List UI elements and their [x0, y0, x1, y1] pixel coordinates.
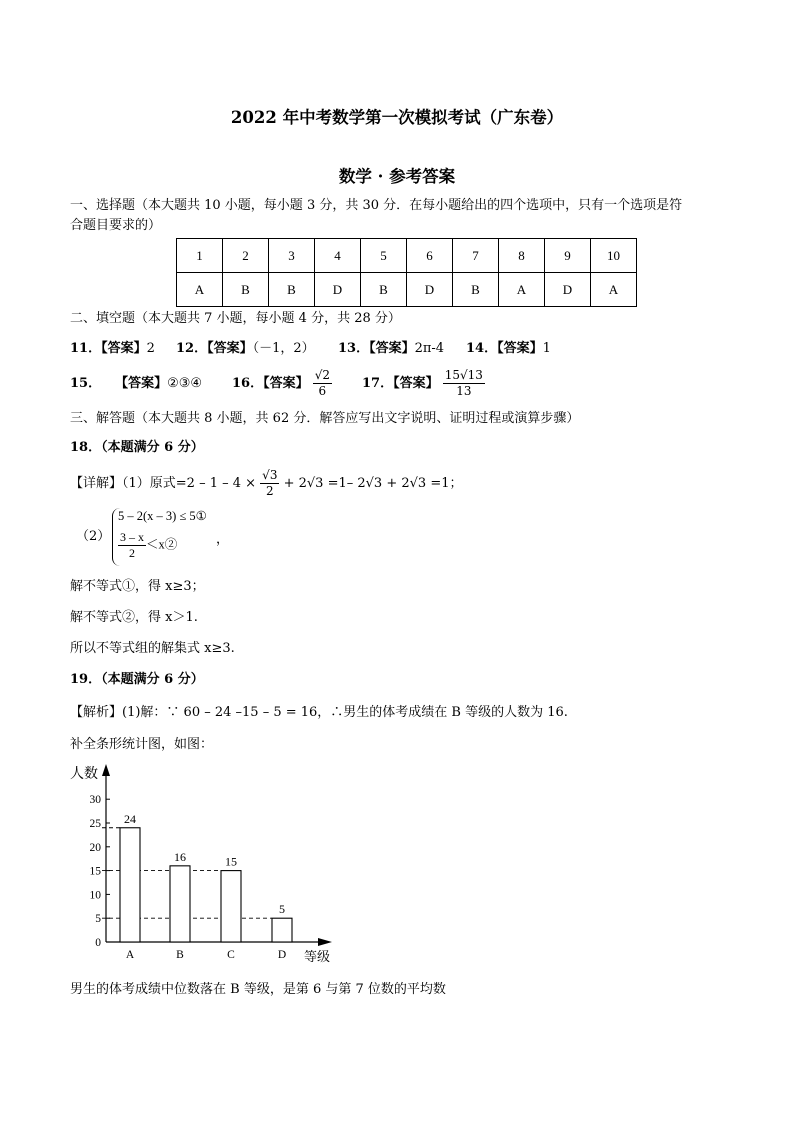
table-cell: 2 [223, 239, 269, 273]
q19-line2: 补全条形统计图，如图： [70, 737, 214, 752]
fraction-denominator: 2 [129, 546, 135, 560]
answer-label: 16．【答案】 [232, 376, 309, 391]
q18-part1-prefix: 【详解】（1）原式=2 – 1 – 4 × [70, 476, 257, 491]
bar-c [221, 871, 241, 942]
bar-b [170, 866, 190, 942]
q18-title: 18．（本题满分 6 分） [70, 440, 204, 455]
answer-value: 1 [542, 341, 551, 356]
table-cell: D [407, 273, 453, 307]
y-tick-label: 30 [89, 794, 101, 807]
q19-title: 19．（本题满分 6 分） [70, 672, 204, 687]
answer-table [176, 238, 637, 307]
q18-part2-label: （2） [76, 529, 111, 544]
bar-chart [60, 760, 360, 970]
answer-value: 2 [146, 341, 155, 356]
answer-value: 2π-4 [414, 341, 445, 356]
table-cell: A [177, 273, 223, 307]
q19-line3: 男生的体考成绩中位数落在 B 等级，是第 6 与第 7 位数的平均数 [70, 982, 446, 997]
y-tick-label: 0 [95, 937, 101, 949]
table-cell: B [361, 273, 407, 307]
table-cell: 6 [407, 239, 453, 273]
y-tick-label: 25 [89, 818, 101, 830]
table-cell: 3 [269, 239, 315, 273]
bar-a [120, 828, 140, 942]
data-label: 15 [225, 854, 237, 869]
answer-label: 17．【答案】 [362, 376, 439, 391]
inequality-1: 5 – 2(x – 3) ≤ 5① [118, 509, 207, 523]
section3-heading: 三、解答题（本大题共 8 小题，共 62 分．解答应写出文字说明、证明过程或演算步骤） [70, 411, 580, 426]
answer-table-number-row [177, 239, 637, 273]
table-cell: D [545, 273, 591, 307]
table-cell: 9 [545, 239, 591, 273]
answer-q15 [70, 374, 202, 394]
fraction-denominator: 13 [456, 384, 472, 398]
system-comma: ， [216, 532, 230, 547]
inequality-2-suffix: ＜x② [146, 537, 178, 552]
fraction [313, 368, 332, 399]
answer-q14 [466, 339, 551, 359]
x-tick-label: C [227, 949, 235, 961]
answer-q17 [362, 366, 485, 402]
fraction-denominator: 6 [318, 384, 327, 398]
q18-part1-suffix: + 2√3 =1– 2√3 + 2√3 =1； [283, 476, 463, 491]
answer-q11 [70, 339, 155, 359]
data-label: 16 [174, 849, 186, 864]
data-label: 5 [279, 902, 285, 917]
fraction-numerator: √2 [314, 368, 331, 382]
fraction [443, 368, 485, 399]
data-label: 24 [124, 811, 136, 826]
fraction-numerator: √3 [262, 468, 278, 482]
answer-q12 [176, 339, 315, 359]
table-cell: 10 [591, 239, 637, 273]
section2-heading: 二、填空题（本大题共 7 小题，每小题 4 分，共 28 分） [70, 311, 401, 326]
table-cell: B [223, 273, 269, 307]
answer-table-answer-row [177, 273, 637, 307]
answer-value: （－1，2） [252, 341, 315, 356]
q18-line1: 解不等式①，得 x≥3； [70, 579, 205, 594]
y-axis-label: 人数 [70, 767, 98, 782]
section1-heading-line2: 合题目要求的） [70, 218, 162, 233]
x-tick-label: D [277, 949, 287, 961]
x-axis-label: 等级 [304, 949, 331, 964]
q18-line2: 解不等式②，得 x＞1. [70, 610, 198, 625]
bar-d [272, 918, 292, 942]
answer-value: ②③④ [167, 376, 203, 391]
answer-label: 13．【答案】 [338, 341, 415, 356]
table-cell: A [499, 273, 545, 307]
y-tick-label: 10 [89, 889, 101, 902]
inequality-2 [118, 530, 177, 561]
table-cell: B [269, 273, 315, 307]
table-cell: 7 [453, 239, 499, 273]
fraction-denominator: 2 [265, 484, 274, 498]
page-subtitle: 数学 · 参考答案 [338, 167, 456, 186]
table-cell: A [591, 273, 637, 307]
fraction [118, 530, 146, 561]
y-tick-label: 20 [89, 841, 101, 854]
fraction-numerator: 3 – x [120, 530, 144, 544]
fraction-numerator: 15√13 [444, 368, 483, 382]
y-tick-label: 5 [95, 913, 101, 926]
answer-label: 15． [70, 376, 102, 391]
answer-label: 12．【答案】 [176, 341, 253, 356]
answer-q16 [232, 366, 332, 402]
q19-line1: 【解析】(1)解：∵ 60 – 24 –15 – 5 = 16，∴男生的体考成绩在 B 等级的人数为 16. [70, 705, 568, 720]
table-cell: 4 [315, 239, 361, 273]
page-title: 2022 年中考数学第一次模拟考试（广东卷） [230, 108, 564, 127]
table-cell: 8 [499, 239, 545, 273]
x-tick-label: A [125, 949, 135, 961]
q18-part1 [70, 466, 462, 502]
answer-label: 11．【答案】 [70, 341, 147, 356]
table-cell: B [453, 273, 499, 307]
table-cell: 1 [177, 239, 223, 273]
answer-label: 14．【答案】 [466, 341, 543, 356]
y-axis-arrow [102, 764, 110, 776]
table-cell: D [315, 273, 361, 307]
fraction [260, 468, 279, 499]
q18-line3: 所以不等式组的解集式 x≥3. [70, 641, 235, 656]
y-tick-label: 15 [89, 865, 101, 878]
x-tick-label: B [176, 949, 184, 961]
answer-q13 [338, 339, 444, 359]
table-cell: 5 [361, 239, 407, 273]
answer-label-2: 【答案】 [115, 376, 168, 391]
x-axis-arrow [318, 938, 332, 946]
section1-heading-line1: 一、选择题（本大题共 10 小题，每小题 3 分，共 30 分．在每小题给出的四个选项中，只有一个选项是符 [70, 198, 683, 213]
